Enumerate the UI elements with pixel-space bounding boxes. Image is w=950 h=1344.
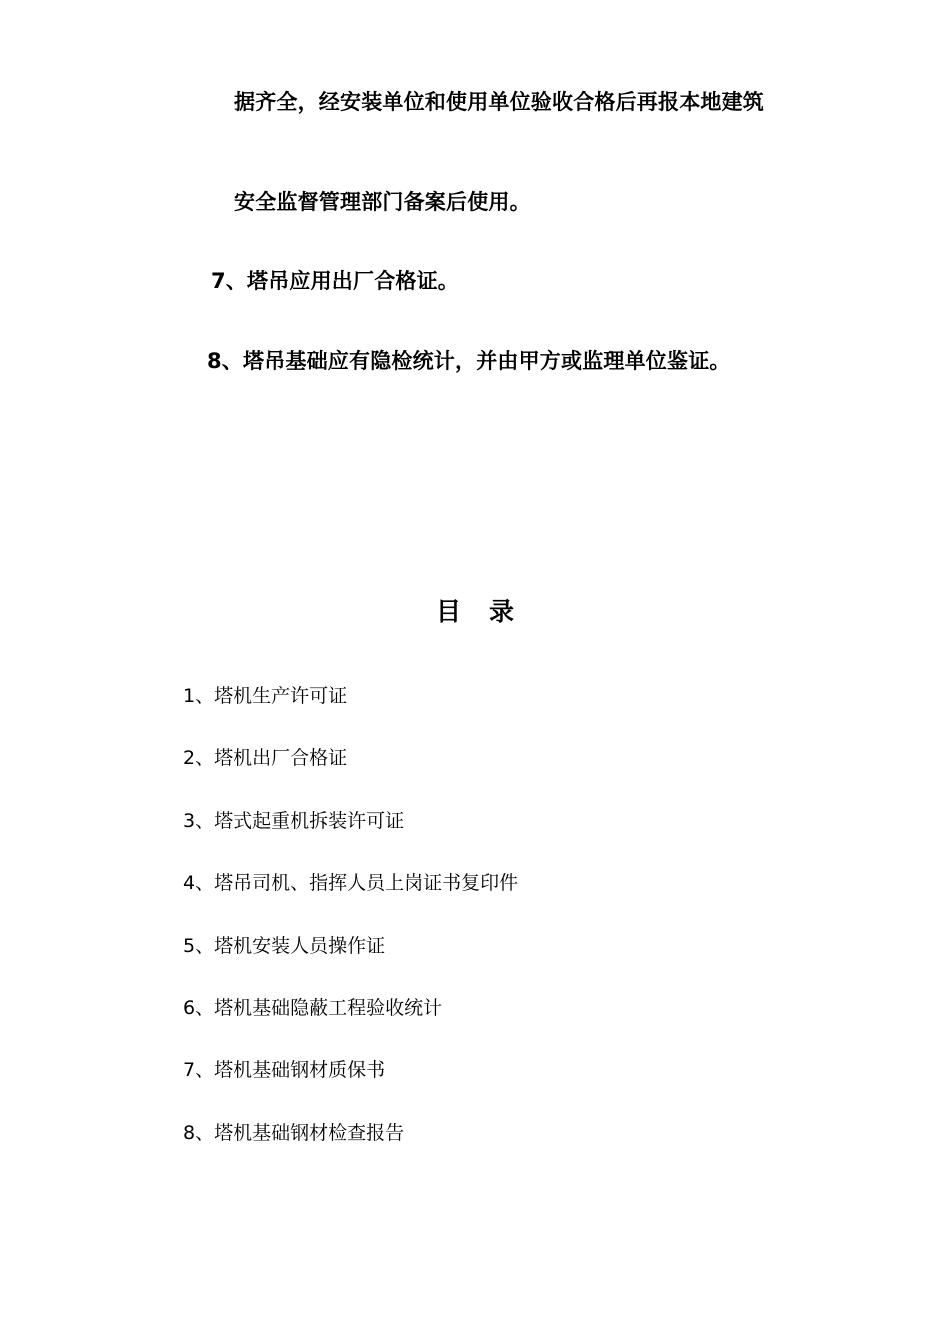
toc-entry: 6、塔机基础隐蔽工程验收统计 [183, 996, 443, 1019]
toc-entry: 3、塔式起重机拆装许可证 [183, 809, 405, 832]
toc-entry: 5、塔机安装人员操作证 [183, 934, 386, 957]
paragraph-continuation-line-2: 安全监督管理部门备案后使用。 [234, 190, 531, 214]
toc-entry: 4、塔吊司机、指挥人员上岗证书复印件 [183, 872, 519, 895]
toc-entry: 7、塔机基础钢材质保书 [183, 1059, 386, 1082]
toc-entry: 1、塔机生产许可证 [183, 685, 348, 707]
toc-title: 目录 [435, 597, 542, 626]
toc-entry: 2、塔机出厂合格证 [183, 747, 348, 770]
toc-list [183, 684, 518, 1183]
paragraph-continuation-line-1: 据齐全，经安装单位和使用单位验收合格后再报本地建筑 [234, 90, 764, 114]
requirement-item-7: 7、塔吊应用出厂合格证。 [211, 269, 460, 293]
toc-entry: 8、塔机基础钢材检查报告 [183, 1121, 405, 1144]
requirement-item-8: 8、塔吊基础应有隐检统计，并由甲方或监理单位鉴证。 [207, 349, 731, 373]
